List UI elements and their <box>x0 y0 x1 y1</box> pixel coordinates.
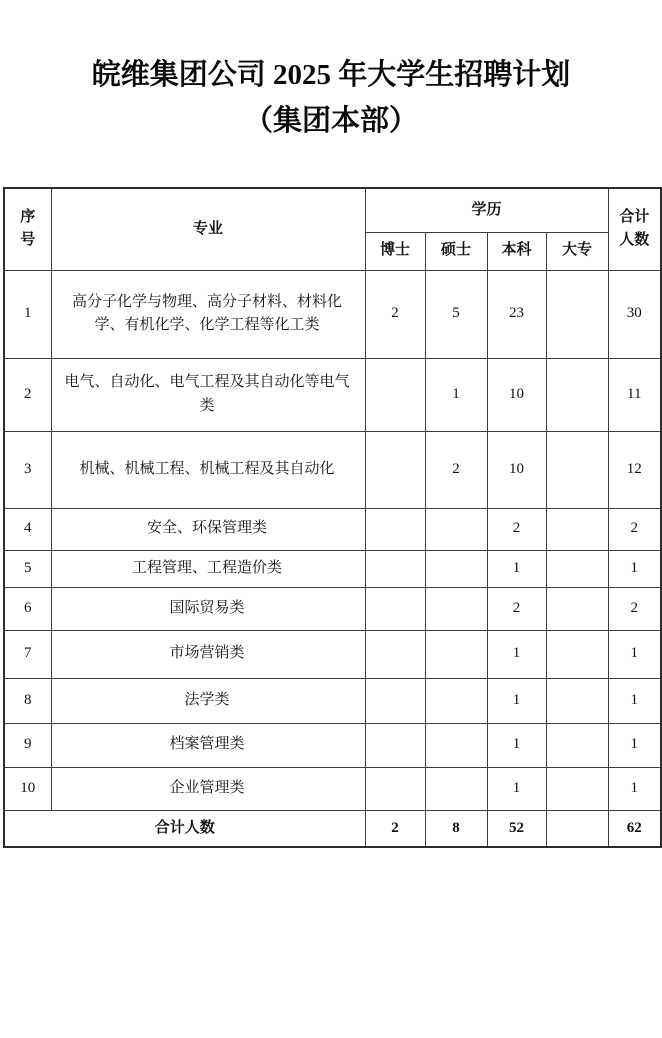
bachelor-cell: 23 <box>487 270 546 358</box>
bachelor-cell: 1 <box>487 678 546 723</box>
bachelor-cell: 2 <box>487 508 546 550</box>
bachelor-cell: 1 <box>487 550 546 587</box>
seq-cell: 2 <box>4 358 51 431</box>
associate-cell <box>546 358 608 431</box>
total-cell: 2 <box>608 508 661 550</box>
header-degree-associate: 大专 <box>546 232 608 270</box>
table-row <box>4 270 661 358</box>
total-associate-cell <box>546 810 608 847</box>
associate-cell <box>546 630 608 678</box>
associate-cell <box>546 270 608 358</box>
major-cell: 市场营销类 <box>51 630 365 678</box>
header-major: 专业 <box>51 188 365 270</box>
total-row <box>4 810 661 847</box>
header-seq: 序号 <box>4 188 51 270</box>
major-cell: 企业管理类 <box>51 767 365 810</box>
phd-cell <box>365 508 425 550</box>
master-cell <box>425 630 487 678</box>
total-cell: 1 <box>608 723 661 767</box>
total-cell: 1 <box>608 630 661 678</box>
seq-cell: 5 <box>4 550 51 587</box>
total-row-label: 合计人数 <box>4 810 365 847</box>
title-line-2: （集团本部） <box>243 105 418 137</box>
title-line-1: 皖维集团公司 2025 年大学生招聘计划 <box>91 59 571 91</box>
phd-cell <box>365 723 425 767</box>
seq-cell: 1 <box>4 270 51 358</box>
phd-cell: 2 <box>365 270 425 358</box>
major-cell: 工程管理、工程造价类 <box>51 550 365 587</box>
total-cell: 1 <box>608 678 661 723</box>
major-cell: 国际贸易类 <box>51 587 365 630</box>
major-cell: 法学类 <box>51 678 365 723</box>
header-row-top <box>4 188 661 232</box>
phd-cell <box>365 630 425 678</box>
bachelor-cell: 1 <box>487 767 546 810</box>
major-cell: 安全、环保管理类 <box>51 508 365 550</box>
seq-cell: 9 <box>4 723 51 767</box>
total-phd-cell: 2 <box>365 810 425 847</box>
seq-cell: 10 <box>4 767 51 810</box>
associate-cell <box>546 767 608 810</box>
associate-cell <box>546 550 608 587</box>
table-row <box>4 723 661 767</box>
table-row <box>4 550 661 587</box>
table-row <box>4 678 661 723</box>
table-body <box>4 270 661 810</box>
seq-cell: 3 <box>4 431 51 508</box>
header-degree-bachelor: 本科 <box>487 232 546 270</box>
phd-cell <box>365 587 425 630</box>
major-cell: 电气、自动化、电气工程及其自动化等电气类 <box>51 358 365 431</box>
associate-cell <box>546 678 608 723</box>
major-cell: 高分子化学与物理、高分子材料、材料化学、有机化学、化学工程等化工类 <box>51 270 365 358</box>
associate-cell <box>546 587 608 630</box>
master-cell <box>425 767 487 810</box>
table-row <box>4 767 661 810</box>
seq-cell: 4 <box>4 508 51 550</box>
phd-cell <box>365 678 425 723</box>
associate-cell <box>546 723 608 767</box>
document-title <box>0 0 662 144</box>
recruitment-plan-table <box>3 187 662 848</box>
total-cell: 2 <box>608 587 661 630</box>
bachelor-cell: 10 <box>487 358 546 431</box>
table-row <box>4 630 661 678</box>
master-cell <box>425 678 487 723</box>
total-cell: 11 <box>608 358 661 431</box>
master-cell <box>425 587 487 630</box>
total-master-cell: 8 <box>425 810 487 847</box>
master-cell <box>425 508 487 550</box>
total-sum-cell: 62 <box>608 810 661 847</box>
phd-cell <box>365 358 425 431</box>
table-row <box>4 431 661 508</box>
associate-cell <box>546 431 608 508</box>
total-cell: 1 <box>608 767 661 810</box>
total-cell: 1 <box>608 550 661 587</box>
header-total: 合计人数 <box>608 188 661 270</box>
major-cell: 档案管理类 <box>51 723 365 767</box>
associate-cell <box>546 508 608 550</box>
header-degree-phd: 博士 <box>365 232 425 270</box>
table-row <box>4 508 661 550</box>
total-cell: 12 <box>608 431 661 508</box>
master-cell: 2 <box>425 431 487 508</box>
total-bachelor-cell: 52 <box>487 810 546 847</box>
bachelor-cell: 1 <box>487 630 546 678</box>
seq-cell: 7 <box>4 630 51 678</box>
seq-cell: 8 <box>4 678 51 723</box>
major-cell: 机械、机械工程、机械工程及其自动化 <box>51 431 365 508</box>
bachelor-cell: 2 <box>487 587 546 630</box>
phd-cell <box>365 550 425 587</box>
table-row <box>4 358 661 431</box>
master-cell: 1 <box>425 358 487 431</box>
phd-cell <box>365 767 425 810</box>
bachelor-cell: 1 <box>487 723 546 767</box>
master-cell <box>425 723 487 767</box>
header-education-group: 学历 <box>365 188 608 232</box>
table-row <box>4 587 661 630</box>
phd-cell <box>365 431 425 508</box>
header-degree-master: 硕士 <box>425 232 487 270</box>
seq-cell: 6 <box>4 587 51 630</box>
bachelor-cell: 10 <box>487 431 546 508</box>
master-cell: 5 <box>425 270 487 358</box>
total-cell: 30 <box>608 270 661 358</box>
master-cell <box>425 550 487 587</box>
